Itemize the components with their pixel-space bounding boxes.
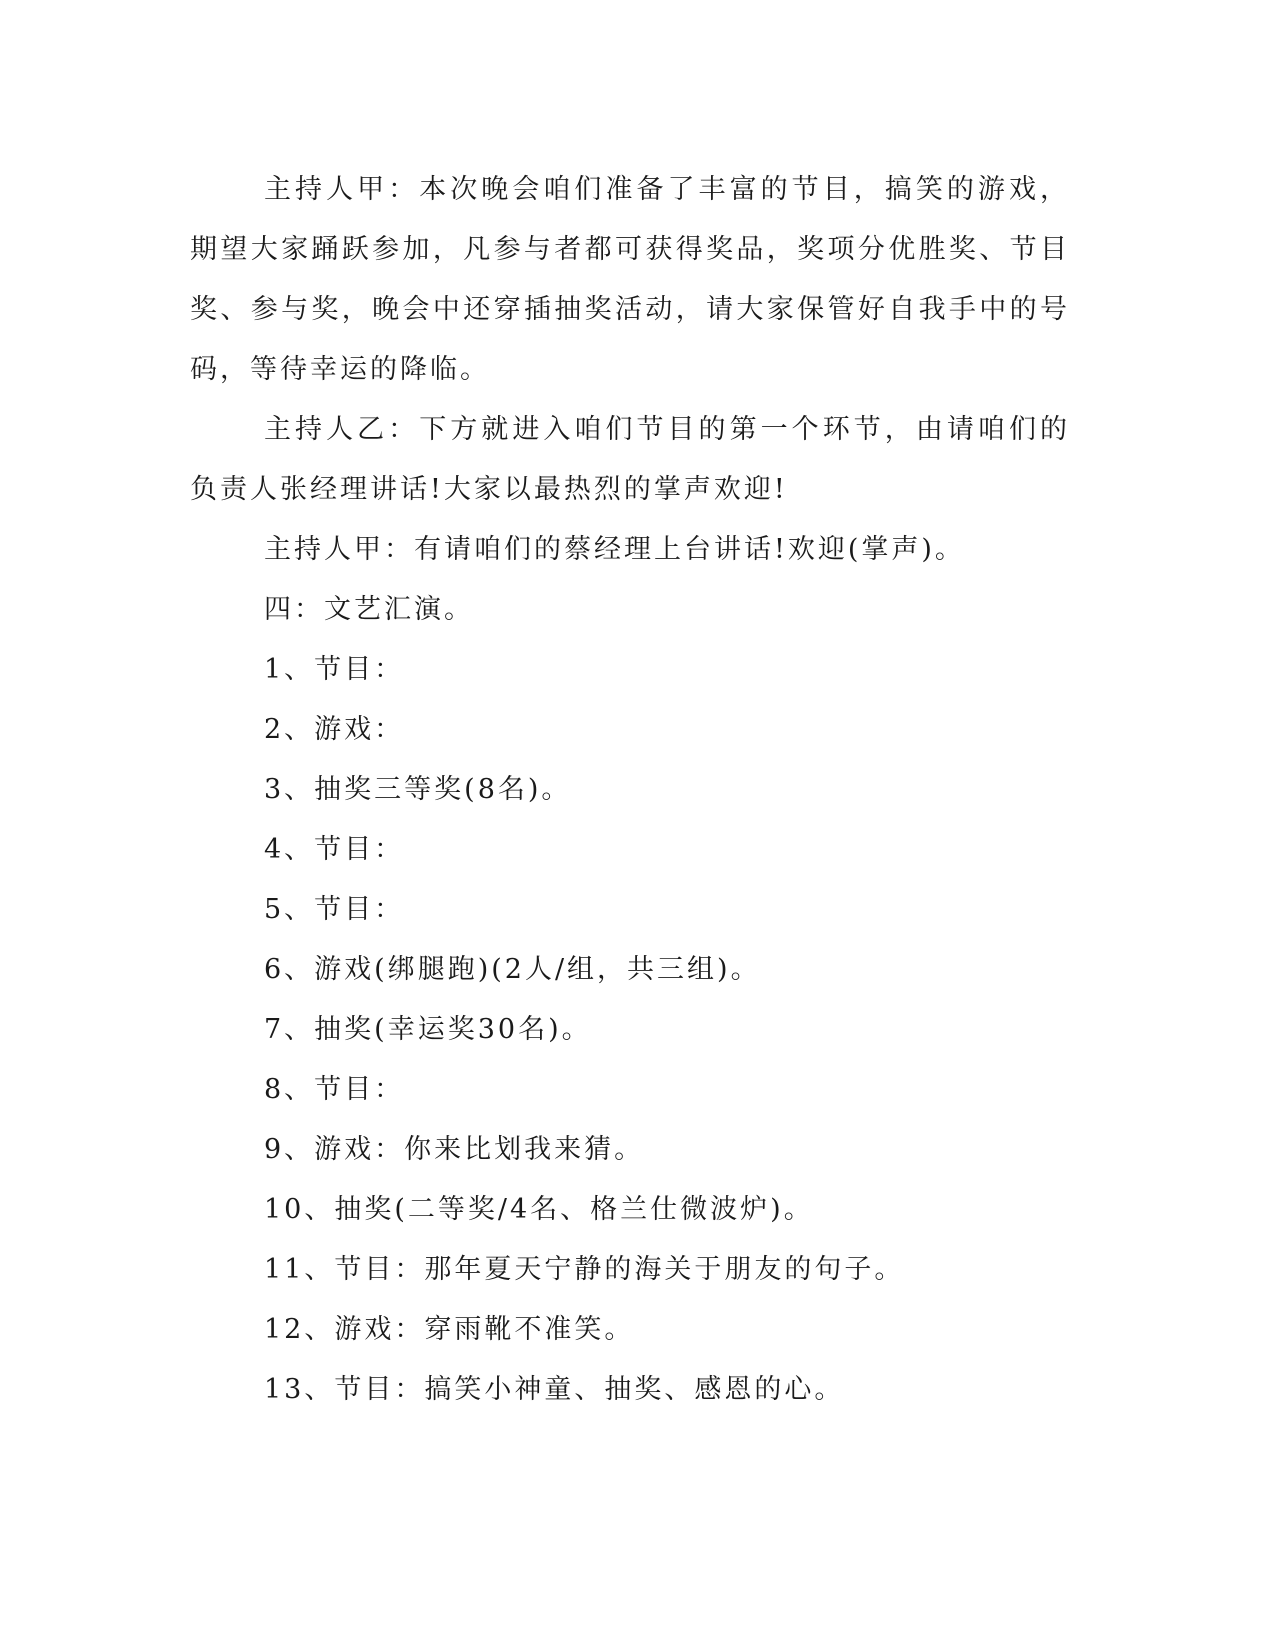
paragraph-host-b-intro: 主持人乙：下方就进入咱们节目的第一个环节，由请咱们的负责人张经理讲话!大家以最热烈的掌声欢迎! <box>190 414 1070 505</box>
list-item: 4、节目： <box>264 834 405 865</box>
paragraph-host-a-intro: 主持人甲：本次晚会咱们准备了丰富的节目，搞笑的游戏，期望大家踊跃参加，凡参与者都可获得奖品，奖项分优胜奖、节目奖、参与奖，晚会中还穿插抽奖活动，请大家保管好自我手中的号码，等待幸运的降临。 <box>190 174 1070 385</box>
list-item: 1、节目： <box>264 654 405 685</box>
list-item: 2、游戏： <box>264 714 405 745</box>
list-item: 12、游戏：穿雨靴不准笑。 <box>264 1314 635 1345</box>
paragraph-host-a-invite: 主持人甲：有请咱们的蔡经理上台讲话!欢迎(掌声)。 <box>264 534 965 565</box>
section-heading: 四：文艺汇演。 <box>264 594 474 625</box>
list-item: 6、游戏(绑腿跑)(2人/组，共三组)。 <box>264 954 761 985</box>
list-item: 10、抽奖(二等奖/4名、格兰仕微波炉)。 <box>264 1194 814 1225</box>
list-item: 5、节目： <box>264 894 405 925</box>
list-item: 3、抽奖三等奖(8名)。 <box>264 774 572 805</box>
list-item: 7、抽奖(幸运奖30名)。 <box>264 1014 592 1045</box>
list-item: 13、节目：搞笑小神童、抽奖、感恩的心。 <box>264 1374 845 1405</box>
list-item: 8、节目： <box>264 1074 405 1105</box>
document-body <box>190 160 1070 1420</box>
list-item: 9、游戏：你来比划我来猜。 <box>264 1134 645 1165</box>
list-item: 11、节目：那年夏天宁静的海关于朋友的句子。 <box>264 1254 905 1285</box>
program-list <box>190 640 1070 1420</box>
